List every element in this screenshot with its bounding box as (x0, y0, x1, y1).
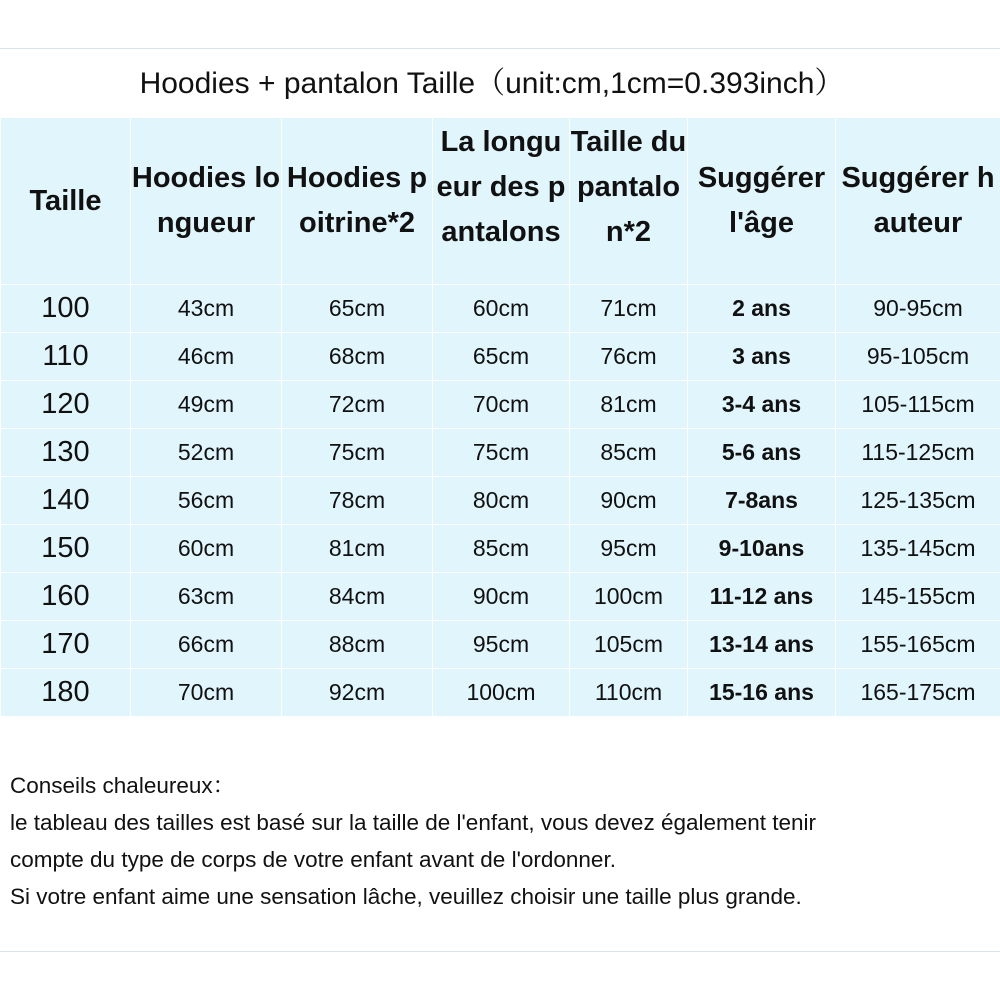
size-cell: 140 (1, 477, 131, 525)
tips-heading: Conseils chaleureux： (10, 773, 236, 798)
hoodie-chest-cell: 88cm (282, 621, 433, 669)
height-cell: 95-105cm (836, 333, 1000, 381)
pants-length-cell: 85cm (433, 525, 570, 573)
pants-length-cell: 75cm (433, 429, 570, 477)
pants-waist-cell: 95cm (570, 525, 688, 573)
table-row (1, 285, 1000, 333)
hoodie-chest-cell: 65cm (282, 285, 433, 333)
pants-length-cell: 70cm (433, 381, 570, 429)
pants-length-cell: 95cm (433, 621, 570, 669)
table-row (1, 333, 1000, 381)
table-title: Hoodies + pantalon Taille（unit:cm,1cm=0.393inch） (139, 67, 845, 100)
age-cell: 15-16 ans (688, 669, 836, 717)
header-suggested-age: Suggérer l'âge (688, 118, 836, 285)
header-pants-length: La longueur des pantalons (433, 118, 570, 285)
size-cell: 180 (1, 669, 131, 717)
size-cell: 130 (1, 429, 131, 477)
pants-length-cell: 65cm (433, 333, 570, 381)
hoodie-length-cell: 49cm (131, 381, 282, 429)
header-hoodie-length: Hoodies longueur (131, 118, 282, 285)
pants-length-cell: 100cm (433, 669, 570, 717)
size-cell: 160 (1, 573, 131, 621)
height-cell: 145-155cm (836, 573, 1000, 621)
table-row (1, 573, 1000, 621)
header-size: Taille (1, 118, 131, 285)
hoodie-length-cell: 43cm (131, 285, 282, 333)
height-cell: 125-135cm (836, 477, 1000, 525)
header-suggested-height: Suggérer hauteur (836, 118, 1000, 285)
table-row (1, 477, 1000, 525)
height-cell: 105-115cm (836, 381, 1000, 429)
pants-waist-cell: 81cm (570, 381, 688, 429)
size-cell: 100 (1, 285, 131, 333)
pants-waist-cell: 90cm (570, 477, 688, 525)
size-cell: 120 (1, 381, 131, 429)
hoodie-chest-cell: 84cm (282, 573, 433, 621)
hoodie-length-cell: 63cm (131, 573, 282, 621)
size-table (0, 117, 1000, 717)
hoodie-chest-cell: 81cm (282, 525, 433, 573)
size-chart (0, 48, 1000, 952)
hoodie-length-cell: 56cm (131, 477, 282, 525)
age-cell: 9-10ans (688, 525, 836, 573)
age-cell: 13-14 ans (688, 621, 836, 669)
size-cell: 110 (1, 333, 131, 381)
tips-section (10, 767, 985, 915)
tips-line-1: le tableau des tailles est basé sur la taille de l'enfant, vous devez également tenir (10, 810, 817, 835)
table-row (1, 669, 1000, 717)
age-cell: 11-12 ans (688, 573, 836, 621)
pants-waist-cell: 105cm (570, 621, 688, 669)
hoodie-chest-cell: 68cm (282, 333, 433, 381)
age-cell: 5-6 ans (688, 429, 836, 477)
header-pants-waist: Taille du pantalon*2 (570, 118, 688, 285)
pants-waist-cell: 76cm (570, 333, 688, 381)
size-cell: 150 (1, 525, 131, 573)
hoodie-chest-cell: 92cm (282, 669, 433, 717)
tips-line-3: Si votre enfant aime une sensation lâche, veuillez choisir une taille plus grande. (10, 884, 802, 909)
hoodie-length-cell: 60cm (131, 525, 282, 573)
age-cell: 2 ans (688, 285, 836, 333)
pants-waist-cell: 110cm (570, 669, 688, 717)
hoodie-chest-cell: 75cm (282, 429, 433, 477)
table-row (1, 429, 1000, 477)
hoodie-length-cell: 70cm (131, 669, 282, 717)
hoodie-length-cell: 52cm (131, 429, 282, 477)
table-row (1, 381, 1000, 429)
height-cell: 115-125cm (836, 429, 1000, 477)
hoodie-length-cell: 46cm (131, 333, 282, 381)
height-cell: 135-145cm (836, 525, 1000, 573)
tips-line-2: compte du type de corps de votre enfant avant de l'ordonner. (10, 847, 616, 872)
age-cell: 3-4 ans (688, 381, 836, 429)
hoodie-chest-cell: 78cm (282, 477, 433, 525)
table-row (1, 525, 1000, 573)
height-cell: 165-175cm (836, 669, 1000, 717)
pants-length-cell: 60cm (433, 285, 570, 333)
height-cell: 155-165cm (836, 621, 1000, 669)
age-cell: 3 ans (688, 333, 836, 381)
pants-waist-cell: 100cm (570, 573, 688, 621)
height-cell: 90-95cm (836, 285, 1000, 333)
pants-waist-cell: 85cm (570, 429, 688, 477)
size-cell: 170 (1, 621, 131, 669)
hoodie-chest-cell: 72cm (282, 381, 433, 429)
age-cell: 7-8ans (688, 477, 836, 525)
hoodie-length-cell: 66cm (131, 621, 282, 669)
header-row (1, 118, 1000, 285)
table-row (1, 621, 1000, 669)
pants-length-cell: 90cm (433, 573, 570, 621)
header-hoodie-chest: Hoodies poitrine*2 (282, 118, 433, 285)
pants-length-cell: 80cm (433, 477, 570, 525)
pants-waist-cell: 71cm (570, 285, 688, 333)
